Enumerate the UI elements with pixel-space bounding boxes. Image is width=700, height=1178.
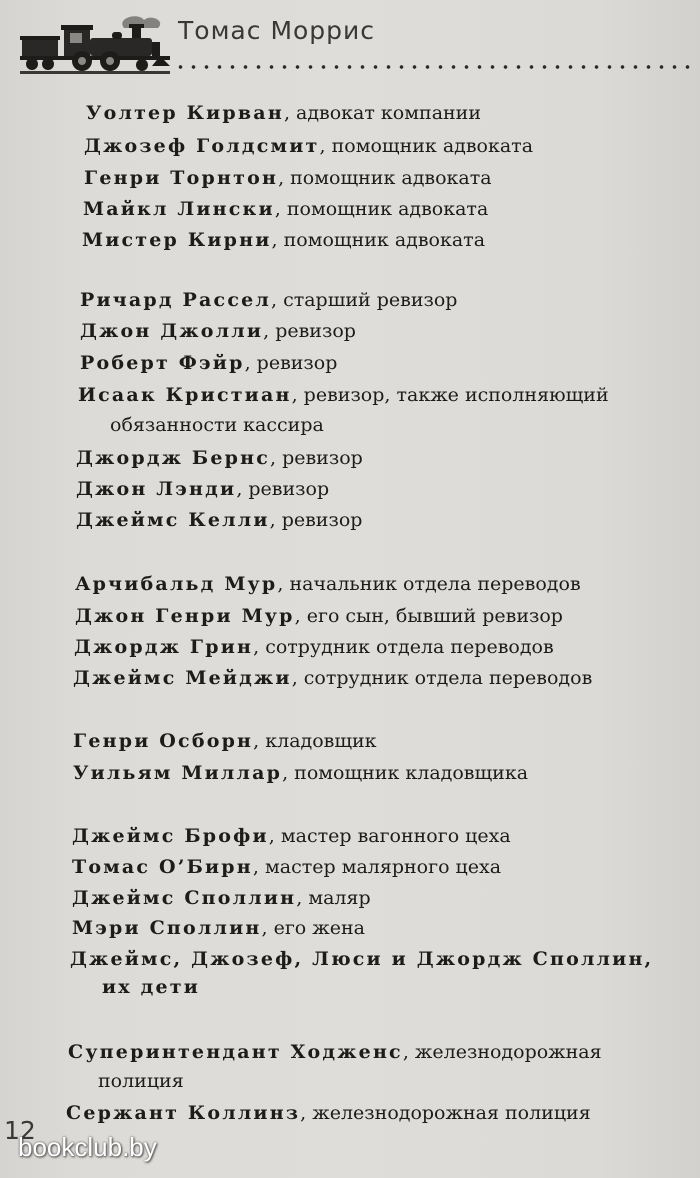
list-item xyxy=(72,883,371,914)
list-item-continuation: обязанности кассира xyxy=(110,414,324,436)
list-item xyxy=(83,194,488,225)
character-role: , ревизор xyxy=(244,352,338,374)
list-item xyxy=(75,569,581,600)
list-item xyxy=(68,1037,602,1068)
list-item xyxy=(73,663,592,694)
character-name: Сержант Коллинз xyxy=(66,1102,301,1124)
character-role: , помощник кладовщика xyxy=(282,762,529,784)
list-item xyxy=(72,913,365,944)
page-number: 12 xyxy=(4,1116,36,1145)
character-name: Джеймс Мейджи xyxy=(73,667,292,689)
character-name: Мэри Споллин xyxy=(72,917,262,939)
list-item xyxy=(76,443,363,474)
character-name: Джордж Грин xyxy=(74,636,254,658)
character-name: Джон Генри Мур xyxy=(75,605,295,627)
character-name: Роберт Фэйр xyxy=(80,352,245,374)
character-name: Джеймс Споллин xyxy=(72,887,297,909)
character-role: , ревизор xyxy=(236,478,330,500)
list-item xyxy=(76,474,329,505)
list-item xyxy=(72,852,501,883)
list-item xyxy=(73,758,528,789)
character-name: Ричард Рассел xyxy=(80,289,271,311)
character-name: Джон Джолли xyxy=(80,320,264,342)
character-name: Исаак Кристиан xyxy=(78,384,292,406)
list-item xyxy=(72,821,511,852)
character-role: , сотрудник отдела переводов xyxy=(291,667,593,689)
character-role: , помощник адвоката xyxy=(319,135,534,157)
character-name: Уильям Миллар xyxy=(73,762,283,784)
character-role: , сотрудник отдела переводов xyxy=(253,636,554,658)
list-item-continuation: полиция xyxy=(98,1070,184,1092)
character-name: Майкл Лински xyxy=(83,198,275,220)
list-item xyxy=(84,131,533,162)
character-role: , железнодорожная полиция xyxy=(300,1102,591,1124)
character-name: Джон Лэнди xyxy=(76,478,237,500)
list-item xyxy=(84,163,492,194)
character-role: , его сын, бывший ревизор xyxy=(294,605,563,627)
character-name: Арчибальд Мур xyxy=(75,573,278,595)
character-role: , старший ревизор xyxy=(270,289,458,311)
list-item xyxy=(70,944,653,975)
character-role: , маляр xyxy=(296,887,371,909)
list-item xyxy=(76,505,362,536)
character-role: , ревизор, также исполняющий xyxy=(291,384,609,406)
character-role: , его жена xyxy=(261,917,365,939)
character-name: Томас О’Бирн xyxy=(72,856,253,878)
list-item xyxy=(73,726,377,757)
character-role: , помощник адвоката xyxy=(278,167,492,189)
character-name: Джордж Бернс xyxy=(76,447,270,469)
list-item xyxy=(80,316,356,347)
list-item xyxy=(75,601,563,632)
list-item-continuation: их дети xyxy=(102,976,201,998)
character-name: Джеймс Брофи xyxy=(72,825,269,847)
character-role: , ревизор xyxy=(263,320,356,342)
list-item xyxy=(74,632,554,663)
character-role: , кладовщик xyxy=(253,730,377,752)
character-role: , мастер вагонного цеха xyxy=(268,825,511,847)
running-title: Томас Моррис xyxy=(178,16,376,45)
list-item xyxy=(80,348,337,379)
character-name: Генри Торнтон xyxy=(84,167,279,189)
character-role: , ревизор xyxy=(269,509,363,531)
character-name: Суперинтендант Ходженс xyxy=(68,1041,403,1063)
watermark-text: bookclub.by xyxy=(18,1132,157,1162)
list-item xyxy=(86,98,481,129)
character-name: Джеймс, Джозеф, Люси и Джордж Споллин, xyxy=(70,948,654,970)
list-item xyxy=(80,285,457,316)
list-item xyxy=(78,380,609,411)
character-name: Джозеф Голдсмит xyxy=(84,135,320,157)
character-name: Генри Осборн xyxy=(73,730,254,752)
character-role: , начальник отдела переводов xyxy=(277,573,581,595)
character-name: Джеймс Келли xyxy=(76,509,270,531)
character-name: Уолтер Кирван xyxy=(86,102,284,124)
list-item xyxy=(82,225,485,256)
list-item xyxy=(66,1098,591,1129)
character-role: , помощник адвоката xyxy=(271,229,486,251)
character-role: , адвокат компании xyxy=(283,102,482,124)
character-role: , железнодорожная xyxy=(402,1041,602,1063)
character-name: Мистер Кирни xyxy=(82,229,272,251)
character-role: , мастер малярного цеха xyxy=(252,856,502,878)
character-role: , ревизор xyxy=(270,447,363,469)
character-role: , помощник адвоката xyxy=(274,198,489,220)
